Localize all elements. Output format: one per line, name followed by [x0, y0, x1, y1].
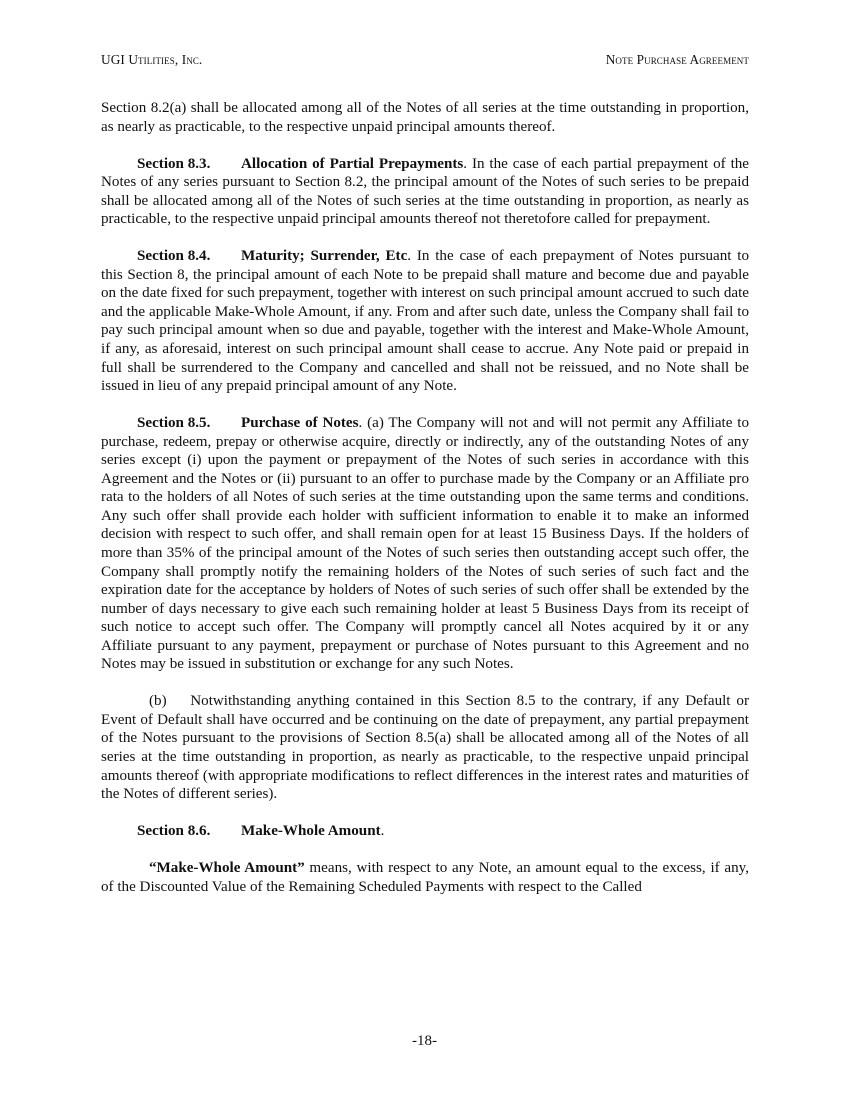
section-8-6-number: Section 8.6.: [137, 823, 211, 840]
header-company-text: UGI Utilities, Inc.: [101, 52, 203, 67]
make-whole-term: “Make-Whole Amount”: [149, 860, 305, 877]
page-header: [101, 52, 749, 72]
section-8-6-text: .: [380, 823, 385, 840]
section-8-5-b-paragraph: (b) Notwithstanding anything contained in this Section 8.5 to the contrary, if any Default or Event of Default shall have occurred and be continuing on the date of prepayment, any partial prepayment of the Notes pursuant to the provisions of Section 8.5(a) shall be allocated among all of the Notes of all series at the time outstanding in proportion, as nearly as practicable, to the respective unpaid principal amounts thereof (with appropriate modifications to reflect differences in the interest rates and maturities of the Notes of different series).: [101, 693, 753, 803]
section-8-4-number: Section 8.4.: [137, 248, 211, 265]
section-8-3-title: Allocation of Partial Prepayments: [241, 155, 464, 172]
section-8-3-text: . In the case of each partial prepayment of the Notes of any series pursuant to Section 8.2, the principal amount of the Notes of such series to be prepaid shall be allocated among all of the Notes of such series at the time outstanding in proportion, as nearly as practicable, to the respective unpaid principal amounts thereof not theretofore called for prepayment.: [101, 155, 750, 228]
section-8-5-text: . (a) The Company will not and will not permit any Affiliate to purchase, redeem, prepay or otherwise acquire, directly or indirectly, any of the outstanding Notes of any series except (i) upon the payment or prepayment of the Notes of such series in accordance with this Agreement and the Notes or (ii) pursuant to an offer to purchase made by the Company or an Affiliate pro rata to the holders of all Notes of such series at the time outstanding upon the same terms and conditions. Any such offer shall provide each holder with sufficient information to enable it to make an informed decision with respect to such offer, and shall remain open for at least 15 Business Days. If the holders of more than 35% of the principal amount of the Notes of such series then outstanding accept such offer, the Company shall promptly notify the remaining holders of the Notes of such series of such fact and the expiration date for the acceptance by holders of Notes of such series of such offer shall be extended by the number of days necessary to give each such remaining holder at least 5 Business Days from its receipt of such notice to accept such offer. The Company will promptly cancel all Notes acquired by it or any Affiliate pursuant to any payment, prepayment or purchase of Notes pursuant to this Agreement and no Notes may be issued in substitution or exchange for any such Notes.: [101, 415, 750, 673]
document-body: [101, 99, 753, 915]
make-whole-definition-text: means, with respect to any Note, an amount equal to the excess, if any, of the Discounted Value of the Remaining Scheduled Payments with respect to the Called: [101, 860, 749, 895]
section-8-4-title: Maturity; Surrender, Etc: [241, 248, 408, 265]
section-8-5-number: Section 8.5.: [137, 415, 211, 432]
section-8-3-paragraph: [101, 155, 749, 229]
page-number: -18-: [412, 1033, 437, 1049]
header-title-text: Note Purchase Agreement: [605, 52, 749, 67]
header-document-title: [606, 52, 749, 68]
section-8-3-number: Section 8.3.: [137, 155, 211, 172]
section-8-4-paragraph: [101, 247, 749, 395]
section-8-4-text: . In the case of each prepayment of Notes pursuant to this Section 8, the principal amount of each Note to be prepaid shall mature and become due and payable on the date fixed for such prepayment, together with interest on such principal amount accrued to such date and the applicable Make-Whole Amount, if any. From and after such date, unless the Company shall fail to pay such principal amount when so due and payable, together with the interest and Make-Whole Amount, if any, as aforesaid, interest on such principal amount shall cease to accrue. Any Note paid or prepaid in full shall be surrendered to the Company and cancelled and shall not be reissued, and no Note shall be issued in lieu of any prepaid principal amount of any Note.: [101, 248, 749, 395]
section-8-6-heading: [101, 822, 749, 841]
continued-paragraph: Section 8.2(a) shall be allocated among all of the Notes of all series at the time outstanding in proportion, as nearly as practicable, to the respective unpaid principal amounts thereof.: [101, 100, 749, 135]
section-8-5-paragraph: [101, 414, 749, 674]
section-8-5-title: Purchase of Notes: [241, 415, 359, 432]
make-whole-definition-paragraph: [101, 859, 749, 896]
header-company-name: [101, 52, 202, 68]
section-8-6-title: Make-Whole Amount: [241, 823, 381, 840]
page-footer: [0, 1033, 849, 1050]
